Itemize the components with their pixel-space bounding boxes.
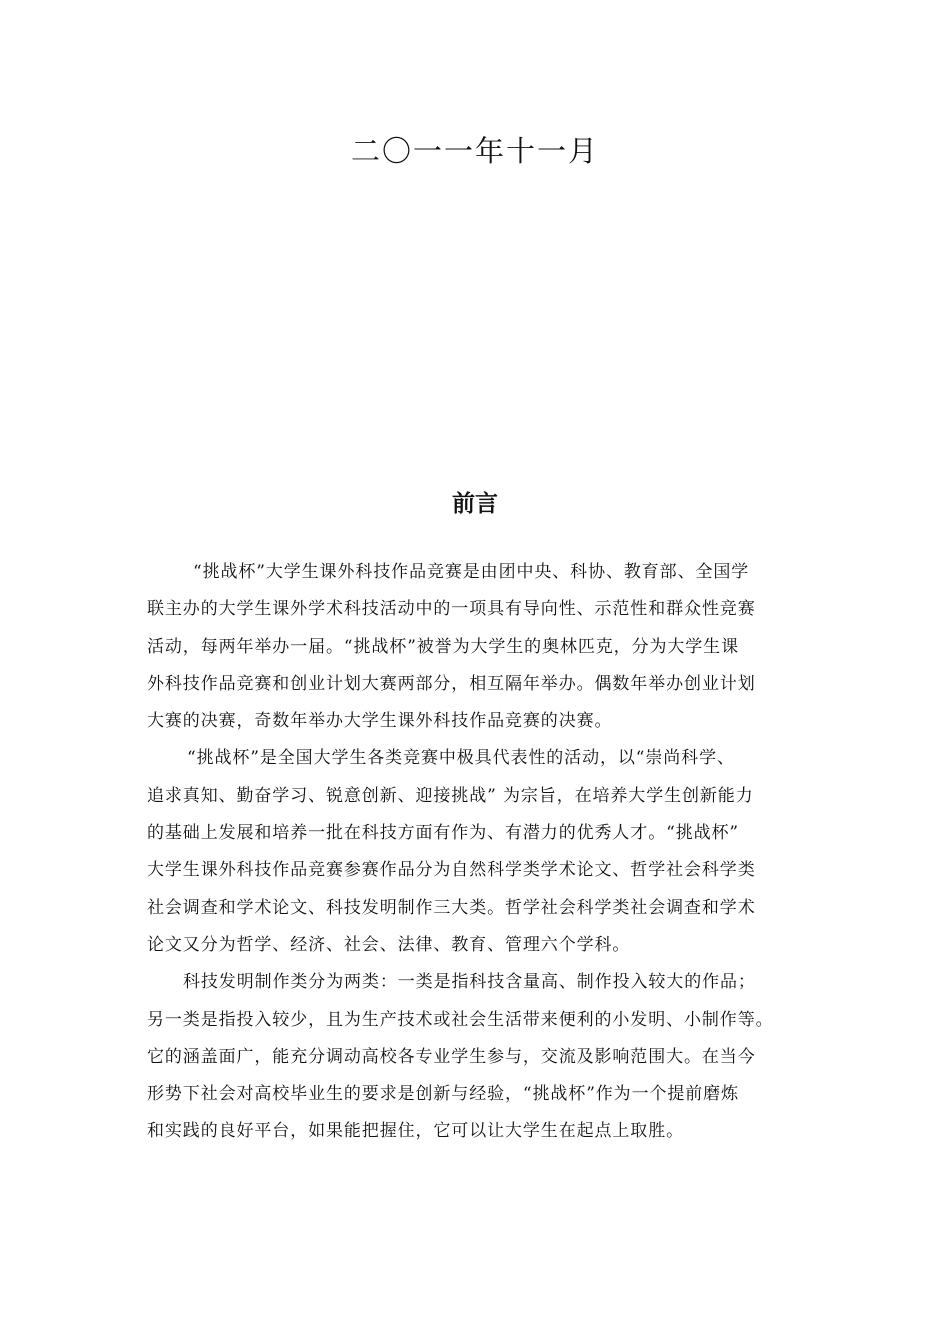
text-line: 科技发明制作类分为两类：一类是指科技含量高、制作投入较大的作品；: [183, 972, 756, 993]
text-line: 它的涵盖面广，能充分调动高校各专业学生参与，交流及影响范围大。在当今: [147, 1046, 756, 1067]
text-line: 的基础上发展和培养一批在科技方面有作为、有潜力的优秀人才。“挑战杯”: [147, 823, 739, 844]
text-line: 形势下社会对高校毕业生的要求是创新与经验，“挑战杯”作为一个提前磨炼: [147, 1084, 739, 1105]
text-line: 大学生课外科技作品竞赛参赛作品分为自然科学类学术论文、哲学社会科学类: [147, 860, 756, 881]
text-line: 和实践的良好平台，如果能把握住，它可以让大学生在起点上取胜。: [147, 1121, 684, 1142]
text-line: 活动，每两年举办一届。“挑战杯”被誉为大学生的奥林匹克，分为大学生课: [147, 636, 739, 657]
text-line: 大赛的决赛，奇数年举办大学生课外科技作品竞赛的决赛。: [147, 711, 613, 732]
text-line: 另一类是指投入较少，且为生产技术或社会生活带来便利的小发明、小制作等。: [147, 1009, 774, 1030]
preface-body: [147, 554, 827, 1151]
text-line: 联主办的大学生课外学术科技活动中的一项具有导向性、示范性和群众性竞赛: [147, 599, 756, 620]
text-line: 外科技作品竞赛和创业计划大赛两部分，相互隔年举办。偶数年举办创业计划: [147, 673, 756, 694]
text-line: 论文又分为哲学、经济、社会、法律、教育、管理六个学科。: [147, 934, 631, 955]
section-heading: 前言: [452, 491, 498, 517]
text-line: “挑战杯”是全国大学生各类竞赛中极具代表性的活动，以“崇尚科学、: [187, 748, 735, 769]
text-line: 社会调查和学术论文、科技发明制作三大类。哲学社会科学类社会调查和学术: [147, 897, 756, 918]
text-line: 追求真知、勤奋学习、锐意创新、迎接挑战” 为宗旨，在培养大学生创新能力: [147, 785, 754, 806]
document-date: 二〇一一年十一月: [350, 134, 599, 168]
text-line: “挑战杯”大学生课外科技作品竞赛是由团中央、科协、教育部、全国学: [193, 562, 750, 582]
